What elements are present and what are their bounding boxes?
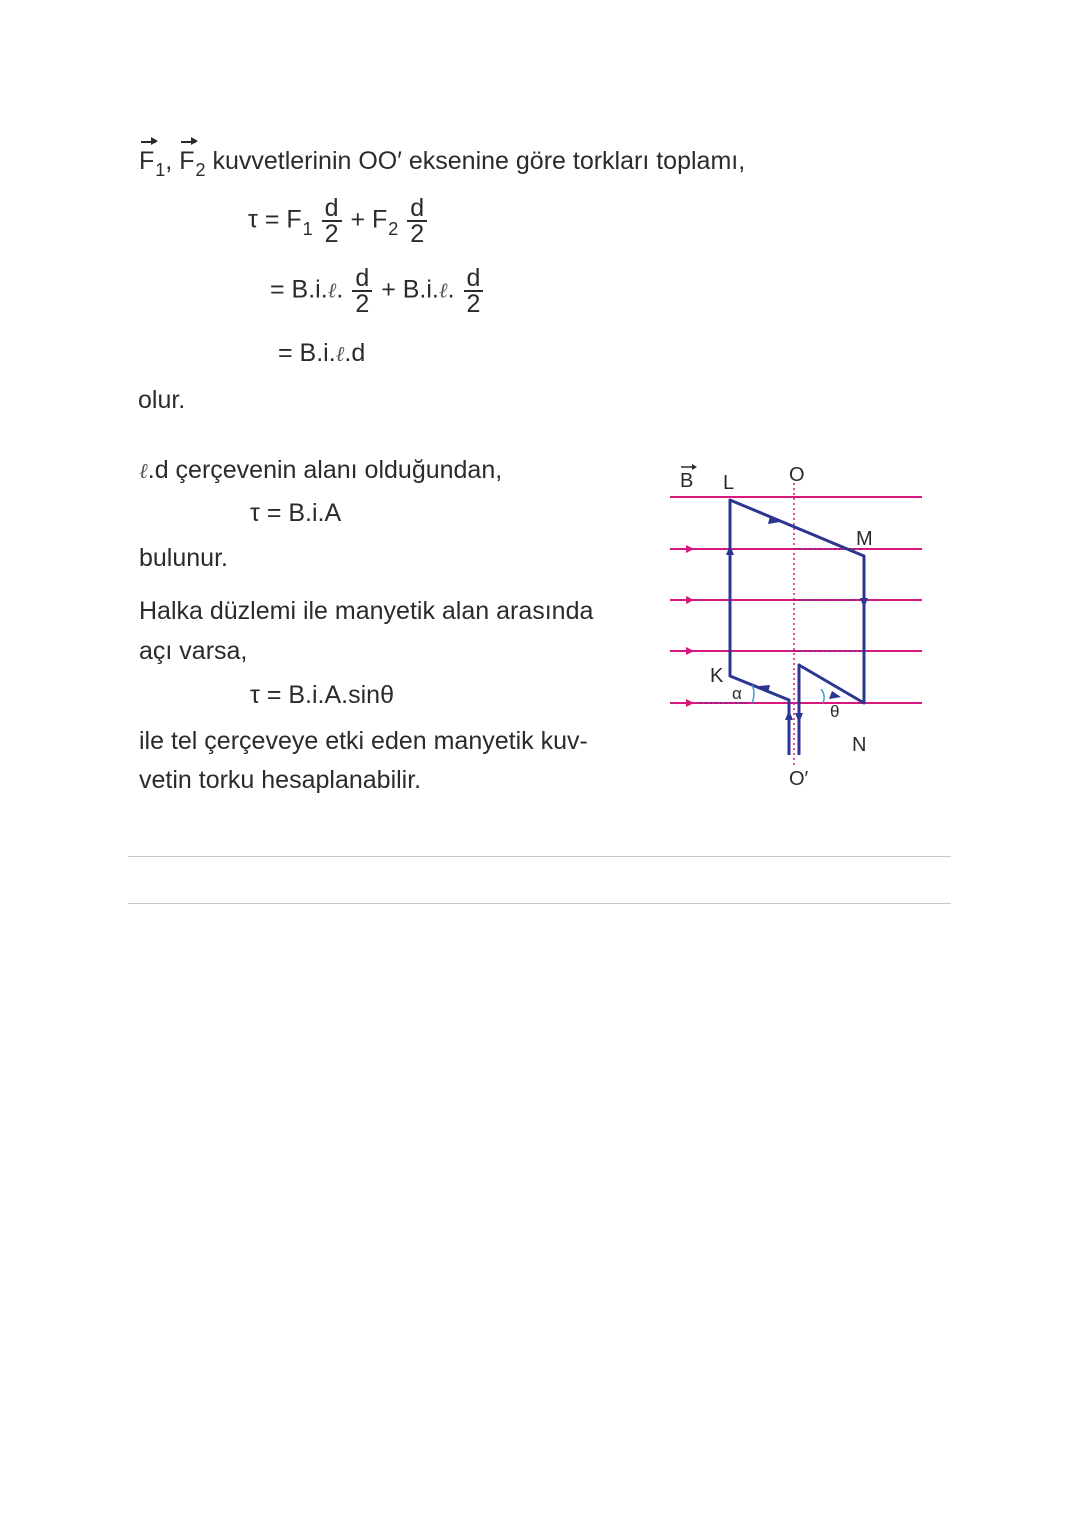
field-arrow-icon <box>686 647 694 655</box>
f2-subscript: 2 <box>195 160 206 180</box>
f1-vector: F <box>139 147 155 175</box>
label-N: N <box>852 734 867 756</box>
label-M: M <box>856 528 873 550</box>
current-arrow-icon <box>860 598 868 608</box>
fraction-d-over-2: $\frac{d}{2}$ <box>464 266 484 316</box>
label-L: L <box>723 472 735 494</box>
intro-text: kuvvetlerinin OO′ eksenine göre torkları toplamı, <box>212 147 746 175</box>
label-O-prime: O′ <box>789 768 809 790</box>
equation-bil-expansion: = B.i.ℓ. $\frac{d}{2}$ + B.i.ℓ. $\frac{d}{2}$ <box>270 266 485 316</box>
divider-rule <box>128 856 951 857</box>
fraction-d-over-2: $\frac{d}{2}$ <box>407 196 427 246</box>
label-O: O <box>789 464 805 486</box>
current-arrow-icon <box>785 710 793 720</box>
theta-angle-arc <box>821 689 824 703</box>
current-loop-diagram <box>660 455 935 795</box>
bulunur-text: bulunur. <box>139 544 228 572</box>
current-arrow-icon <box>829 691 841 699</box>
equation-bild: = B.i.ℓ.d <box>278 339 366 367</box>
intro-line: $F_1$, $F_2$ kuvvetlerinin OO′ eksenine göre torkları toplamı, <box>139 147 746 180</box>
field-arrow-icon <box>686 545 694 553</box>
f1-subscript: 1 <box>155 160 166 180</box>
angle-sentence-line1: Halka düzlemi ile manyetik alan arasında <box>139 597 594 625</box>
fraction-d-over-2: $\frac{d}{2}$ <box>352 266 372 316</box>
field-arrow-icon <box>686 699 694 707</box>
area-sentence: ℓ.d çerçevenin alanı olduğundan, <box>139 456 503 484</box>
label-K: K <box>710 665 724 687</box>
fraction-d-over-2: $\frac{d}{2}$ <box>322 196 342 246</box>
label-theta: θ <box>830 702 840 721</box>
conclusion-line2: vetin torku hesaplanabilir. <box>139 766 422 794</box>
b-vector-arrowhead-icon <box>692 464 697 470</box>
conclusion-line1: ile tel çerçeveye etki eden manyetik kuv- <box>139 727 588 755</box>
olur-text: olur. <box>138 386 186 414</box>
label-B: B <box>680 470 694 492</box>
divider-rule <box>128 903 951 904</box>
equation-bia: τ = B.i.A <box>250 499 342 527</box>
label-alpha: α <box>732 684 742 703</box>
f2-vector: F <box>179 147 195 175</box>
equation-bia-sin: τ = B.i.A.sinθ <box>250 681 394 709</box>
equation-torque-sum: $\tau = F_1$ $\frac{d}{2}$ + $F_2$ $\frac{d}{2}$ <box>248 196 429 246</box>
current-arrow-icon <box>795 713 803 723</box>
angle-sentence-line2: açı varsa, <box>139 637 248 665</box>
field-arrow-icon <box>686 596 694 604</box>
alpha-angle-arc <box>752 685 754 703</box>
